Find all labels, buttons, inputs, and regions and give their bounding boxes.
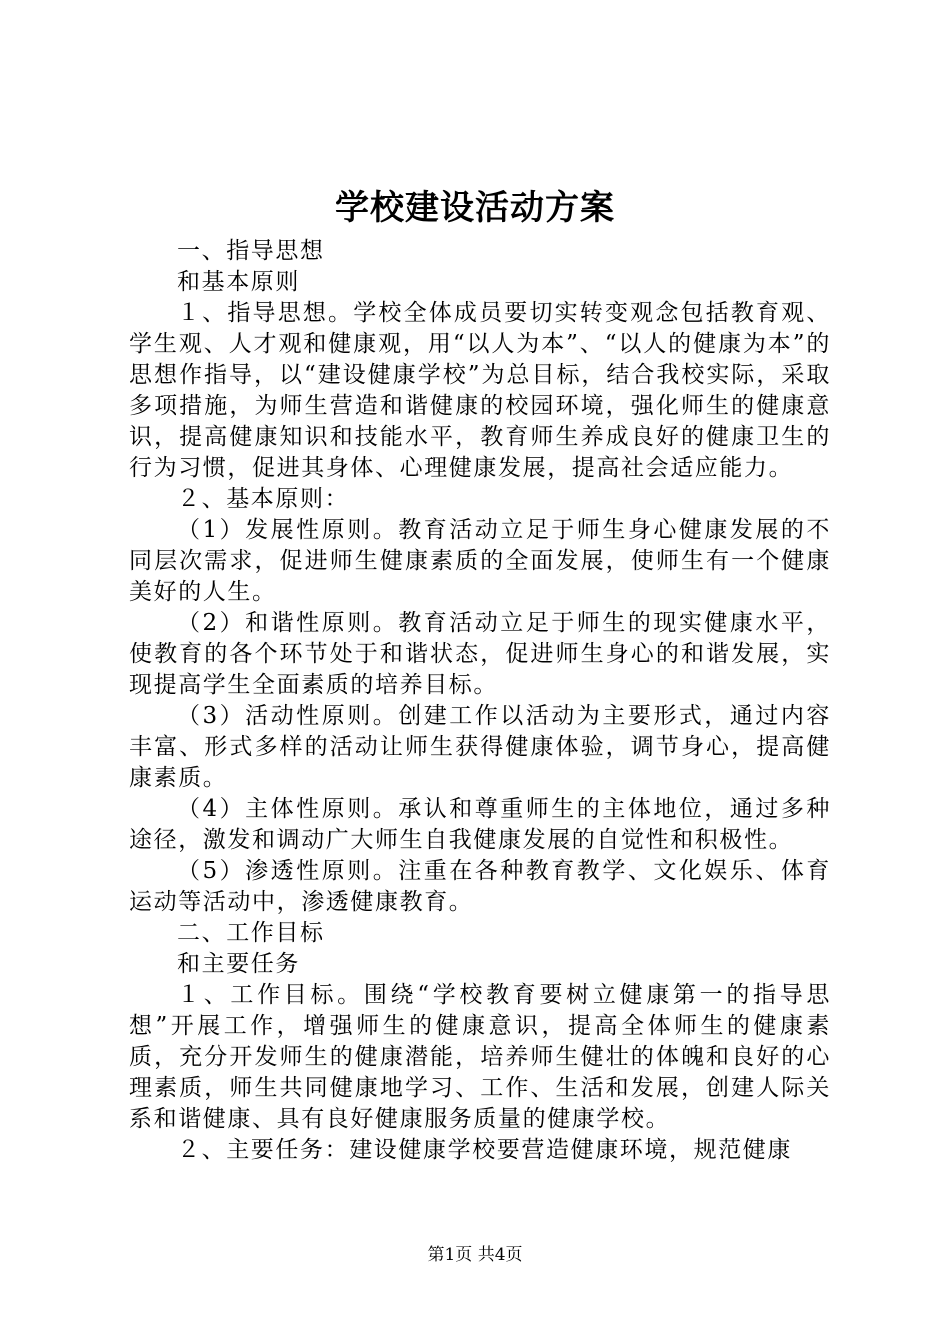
section-heading-1-cont: 和基本原则: [177, 269, 300, 295]
paragraph-principle-1: （1）发展性原则。教育活动立足于师生身心健康发展的不同层次需求，促进师生健康素质的全面发展，使师生有一个健康美好的人生。: [129, 517, 831, 605]
document-title: 学校建设活动方案: [335, 188, 615, 228]
paragraph-work-goal: １、工作目标。围绕“学校教育要树立健康第一的指导思想”开展工作，增强师生的健康意识，提高全体师生的健康素质，充分开发师生的健康潜能，培养师生健壮的体魄和良好的心理素质，师生共同健康地学习、工作、生活和发展，创建人际关系和谐健康、具有良好健康服务质量的健康学校。: [129, 982, 831, 1132]
paragraph-principle-3: （3）活动性原则。创建工作以活动为主要形式，通过内容丰富、形式多样的活动让师生获得健康体验，调节身心，提高健康素质。: [129, 703, 831, 791]
section-heading-1: 一、指导思想: [177, 238, 325, 264]
page-footer: 第1页 共4页: [427, 1245, 523, 1265]
paragraph-principle-5: （5）渗透性原则。注重在各种教育教学、文化娱乐、体育运动等活动中，渗透健康教育。: [129, 858, 831, 915]
paragraph-guiding-thought: １、指导思想。学校全体成员要切实转变观念包括教育观、学生观、人才观和健康观，用“以人为本”、“以人的健康为本”的思想作指导，以“建设健康学校”为总目标，结合我校实际，采取多项措施，为师生营造和谐健康的校园环境，强化师生的健康意识，提高健康知识和技能水平，教育师生养成良好的健康卫生的行为习惯，促进其身体、心理健康发展，提高社会适应能力。: [129, 300, 831, 481]
paragraph-basic-principles: ２、基本原则：: [177, 486, 350, 512]
paragraph-main-tasks: ２、主要任务：建设健康学校要营造健康环境，规范健康: [177, 1137, 792, 1163]
document-body: [129, 236, 831, 1166]
paragraph-principle-4: （4）主体性原则。承认和尊重师生的主体地位，通过多种途径，激发和调动广大师生自我健康发展的自觉性和积极性。: [129, 796, 831, 853]
section-heading-2: 二、工作目标: [177, 920, 325, 946]
paragraph-principle-2: （2）和谐性原则。教育活动立足于师生的现实健康水平，使教育的各个环节处于和谐状态，促进师生身心的和谐发展，实现提高学生全面素质的培养目标。: [129, 610, 831, 698]
section-heading-2-cont: 和主要任务: [177, 951, 300, 977]
